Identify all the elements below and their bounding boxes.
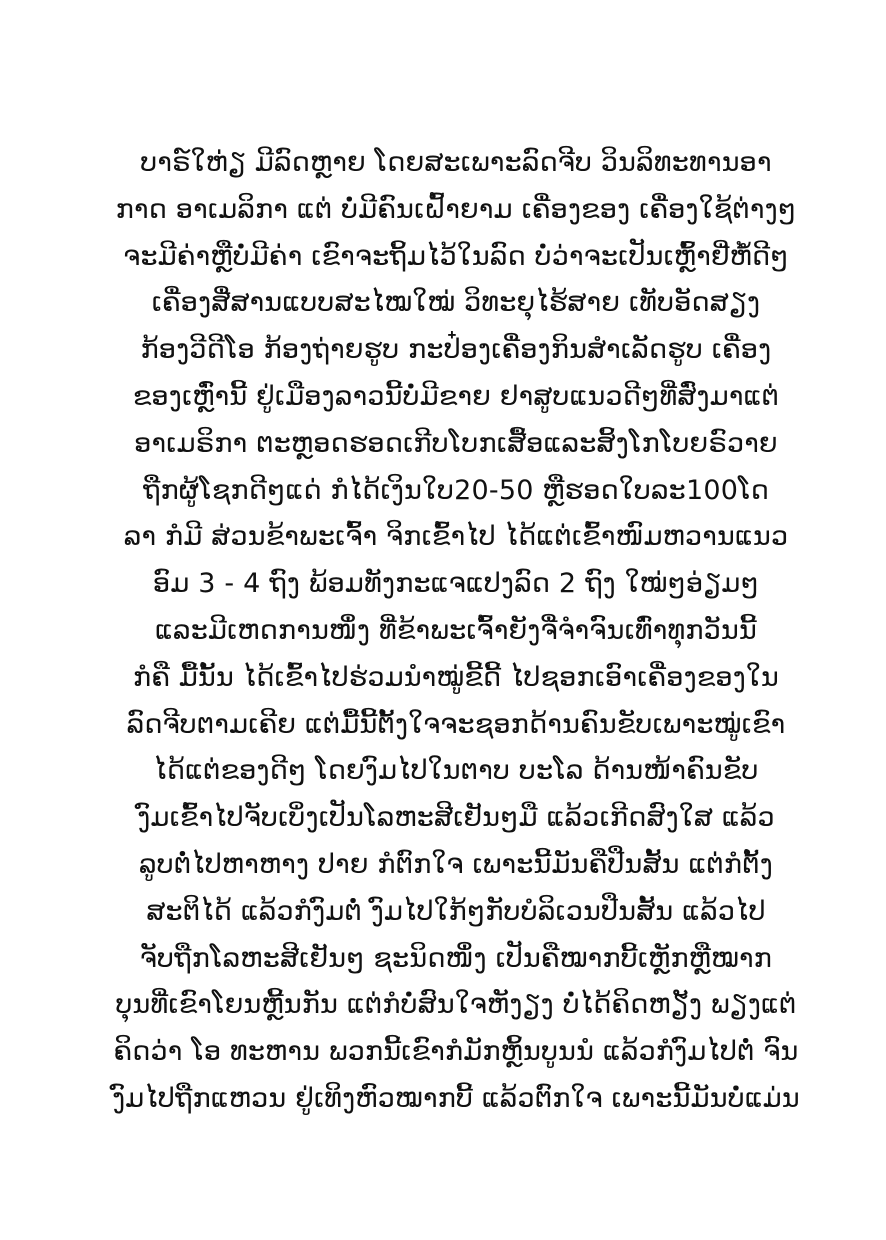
text-line: ບຸນທີ່ເຂົາໂຍນຫຼີ້ນກັນ ແຕ່ກໍບໍ່ສົນໃຈຫັງຽງ ບໍ່ໄດ້ຄິດຫຽັງ ພຽງແຕ່ bbox=[115, 989, 797, 1021]
text-line: ຂອງເຫຼົ່ານີ້ ຢູ່ເມືອງລາວນີ້ບໍ່ມີຂາຍ ຢາສູບແນວດີໆທີ່ສົ່ງມາແຕ່ bbox=[132, 380, 780, 412]
text-line: ແລະມີເຫດການໜຶ່ງ ທີ່ຂ້າພະເຈົ້າຍັງຈື່ຈຳຈົນເທົ່າທຸກວັນນີ້ bbox=[155, 614, 757, 646]
text-line: ສະຕິໄດ້ ແລ້ວກໍງົມຕໍ່ ງົມໄປໃກ້ໆກັບບໍລິເວນປືນສັ້ນ ແລ້ວໄປ bbox=[146, 895, 766, 927]
text-line: ລົດຈີບຕາມເຄີຍ ແຕ່ມື້ນີ້ຕັ້ງໃຈຈະຊອກດ້ານຄົນຂັບເພາະໝູ່ເຂົາ bbox=[126, 708, 786, 740]
text-line: ງົມໄປຖືກແຫວນ ຢູ່ເທິງຫົວໝາກບີ້ ແລ້ວຕົກໃຈ ເພາະນີ້ມັນບໍ່ແມ່ນ bbox=[112, 1082, 800, 1114]
text-line: ກ້ອງວີດີໂອ ກ້ອງຖ່າຍຮູບ ກະປ໋ອງເຄື່ອງກິນສຳເລັດຮູບ ເຄື່ອງ bbox=[140, 334, 772, 366]
text-line: ກາດ ອາເມລິກາ ແຕ່ ບໍ່ມີຄົນເຝົ້າຍາມ ເຄື່ອງຂອງ ເຄື່ອງໃຊ້ຕ່າງໆ bbox=[115, 193, 797, 225]
text-line: ຈັບຖືກໂລຫະສີເຢັນໆ ຊະນິດໜຶ່ງ ເປັນຄືໝາກບີ້ເຫຼັກຫຼືໝາກ bbox=[139, 942, 773, 974]
text-line: ງົມເຂົ້າໄປຈັບເບິ່ງເປັນໂລຫະສີເຢັນໆມື ແລ້ວເກີດສົງໃສ ແລ້ວ bbox=[137, 802, 775, 834]
text-line: ອົມ 3 - 4 ຖົງ ພ້ອມທັງກະແຈແປງລົດ 2 ຖົງ ໃໝ່ໆອ່ຽມໆ bbox=[153, 568, 759, 600]
text-line: ອາເມຣິກາ ຕະຫຼອດຮອດເກີບໂບກເສື້ອແລະສິ້ງໂກໂບຍຣົວາຍ bbox=[134, 427, 778, 459]
text-line: ກໍຄື ມື້ນັ້ນ ໄດ້ເຂົ້າໄປຮ່ວມນຳໝູ່ຂີ້ດີ້ ໄປຊອກເອົາເຄື່ອງຂອງໃນ bbox=[133, 661, 779, 693]
text-line: ຄິດວ່າ ໂອ ທະຫານ ພວກນີ້ເຂົາກໍມັກຫຼິ້ນບູນນໍ ແລ້ວກໍງົມໄປຕໍ່ ຈົນ bbox=[113, 1036, 799, 1068]
text-line: ຖືກຜູ້ໂຊກດີໆແດ່ ກໍໄດ້ເງິນໃບ20-50 ຫຼືຮອດໃບລະ100ໂດ bbox=[143, 474, 769, 506]
text-line: ໄດ້ແຕ່ຂອງດີໆ ໂດຍງົມໄປໃນຕາບ ບະໂລ ດ້ານໜ້າຄົນຂັບ bbox=[153, 755, 759, 787]
text-line: ລາ ກໍມີ ສ່ວນຂ້າພະເຈົ້າ ຈິກເຂົ້າໄປ ໄດ້ແຕ່ເຂົ້າໜົມຫວານແນວ bbox=[123, 521, 789, 553]
text-line: ບາຣ໌ໃຫ່ຽ ມີລົດຫຼາຍ ໂດຍສະເພາະລົດຈີບ ວິນລິທະທານອາ bbox=[140, 147, 772, 178]
text-line: ເຄື່ອງສື່ສານແບບສະໄໝໃໝ່ ວິທະຍຸໄຮ້ສາຍ ເທັບອັດສຽງ bbox=[151, 287, 761, 319]
text-line: ລູບຕໍ່ໄປຫາຫາງ ປາຍ ກໍຕົກໃຈ ເພາະນີ້ມັນຄືປືນສັ້ນ ແຕ່ກໍຕັ້ງ bbox=[139, 848, 773, 880]
body-text bbox=[96, 140, 816, 1123]
text-line: ຈະມີຄ່າຫຼືບໍ່ມີຄ່າ ເຂົາຈະຖິ້ມໄວ້ໃນລົດ ບໍ່ວ່າຈະເປັນເຫຼົ້າຢີ່ຫໍ້ດີໆ bbox=[123, 240, 789, 272]
